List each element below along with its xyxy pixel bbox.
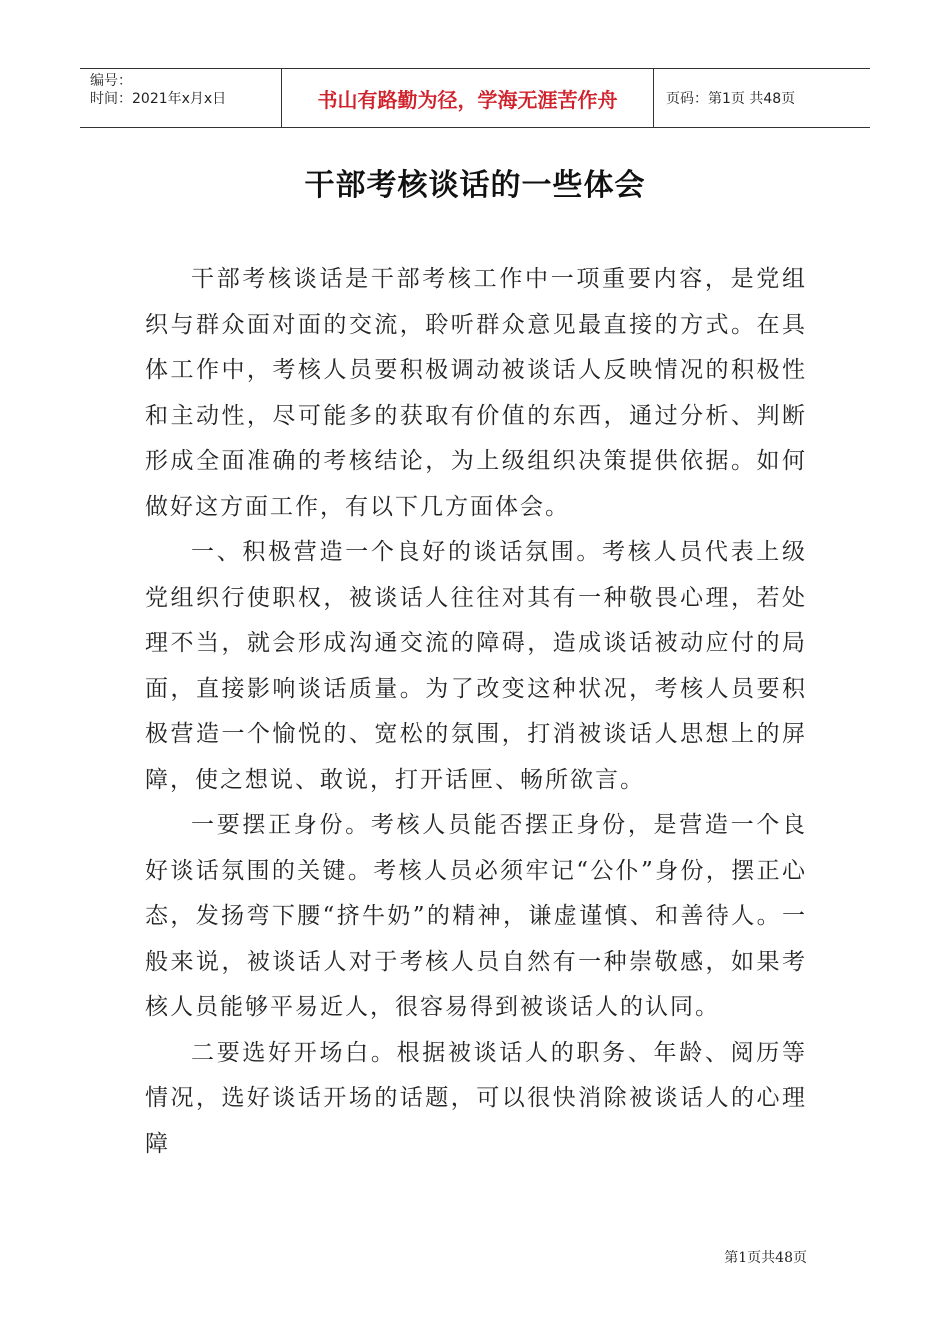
- paragraph-point-1: 一要摆正身份。考核人员能否摆正身份，是营造一个良好谈话氛围的关键。考核人员必须牢记“公仆”身份，摆正心态，发扬弯下腰“挤牛奶”的精神，谦虚谨慎、和善待人。一般来说，被谈话人对于考核人员自然有一种崇敬感，如果考核人员能够平易近人，很容易得到被谈话人的认同。: [145, 812, 807, 1020]
- paragraph-intro: 干部考核谈话是干部考核工作中一项重要内容，是党组织与群众面对面的交流，聆听群众意见最直接的方式。在具体工作中，考核人员要积极调动被谈话人反映情况的积极性和主动性，尽可能多的获取有价值的东西，通过分析、判断形成全面准确的考核结论，为上级组织决策提供依据。如何做好这方面工作，有以下几方面体会。: [145, 266, 807, 520]
- document-date: 时间：2021年x月x日: [90, 91, 227, 107]
- document-body: [145, 257, 807, 1167]
- header-motto: 书山有路勤为径，学海无涯苦作舟: [282, 69, 654, 127]
- header-page-info: 页码：第1页 共48页: [666, 91, 796, 107]
- paragraph-section-1: 一、积极营造一个良好的谈话氛围。考核人员代表上级党组织行使职权，被谈话人往往对其有一种敬畏心理，若处理不当，就会形成沟通交流的障碍，造成谈话被动应付的局面，直接影响谈话质量。为了改变这种状况，考核人员要积极营造一个愉悦的、宽松的氛围，打消被谈话人思想上的屏障，使之想说、敢说，打开话匣、畅所欲言。: [145, 539, 807, 793]
- document-title: 干部考核谈话的一些体会: [304, 168, 646, 203]
- page-header: [80, 68, 870, 128]
- page-footer: 第1页共48页: [724, 1250, 807, 1266]
- header-meta: [80, 69, 282, 127]
- document-number-label: 编号：: [90, 73, 132, 89]
- paragraph-point-2: 二要选好开场白。根据被谈话人的职务、年龄、阅历等情况，选好谈话开场的话题，可以很快消除被谈话人的心理障: [145, 1039, 807, 1157]
